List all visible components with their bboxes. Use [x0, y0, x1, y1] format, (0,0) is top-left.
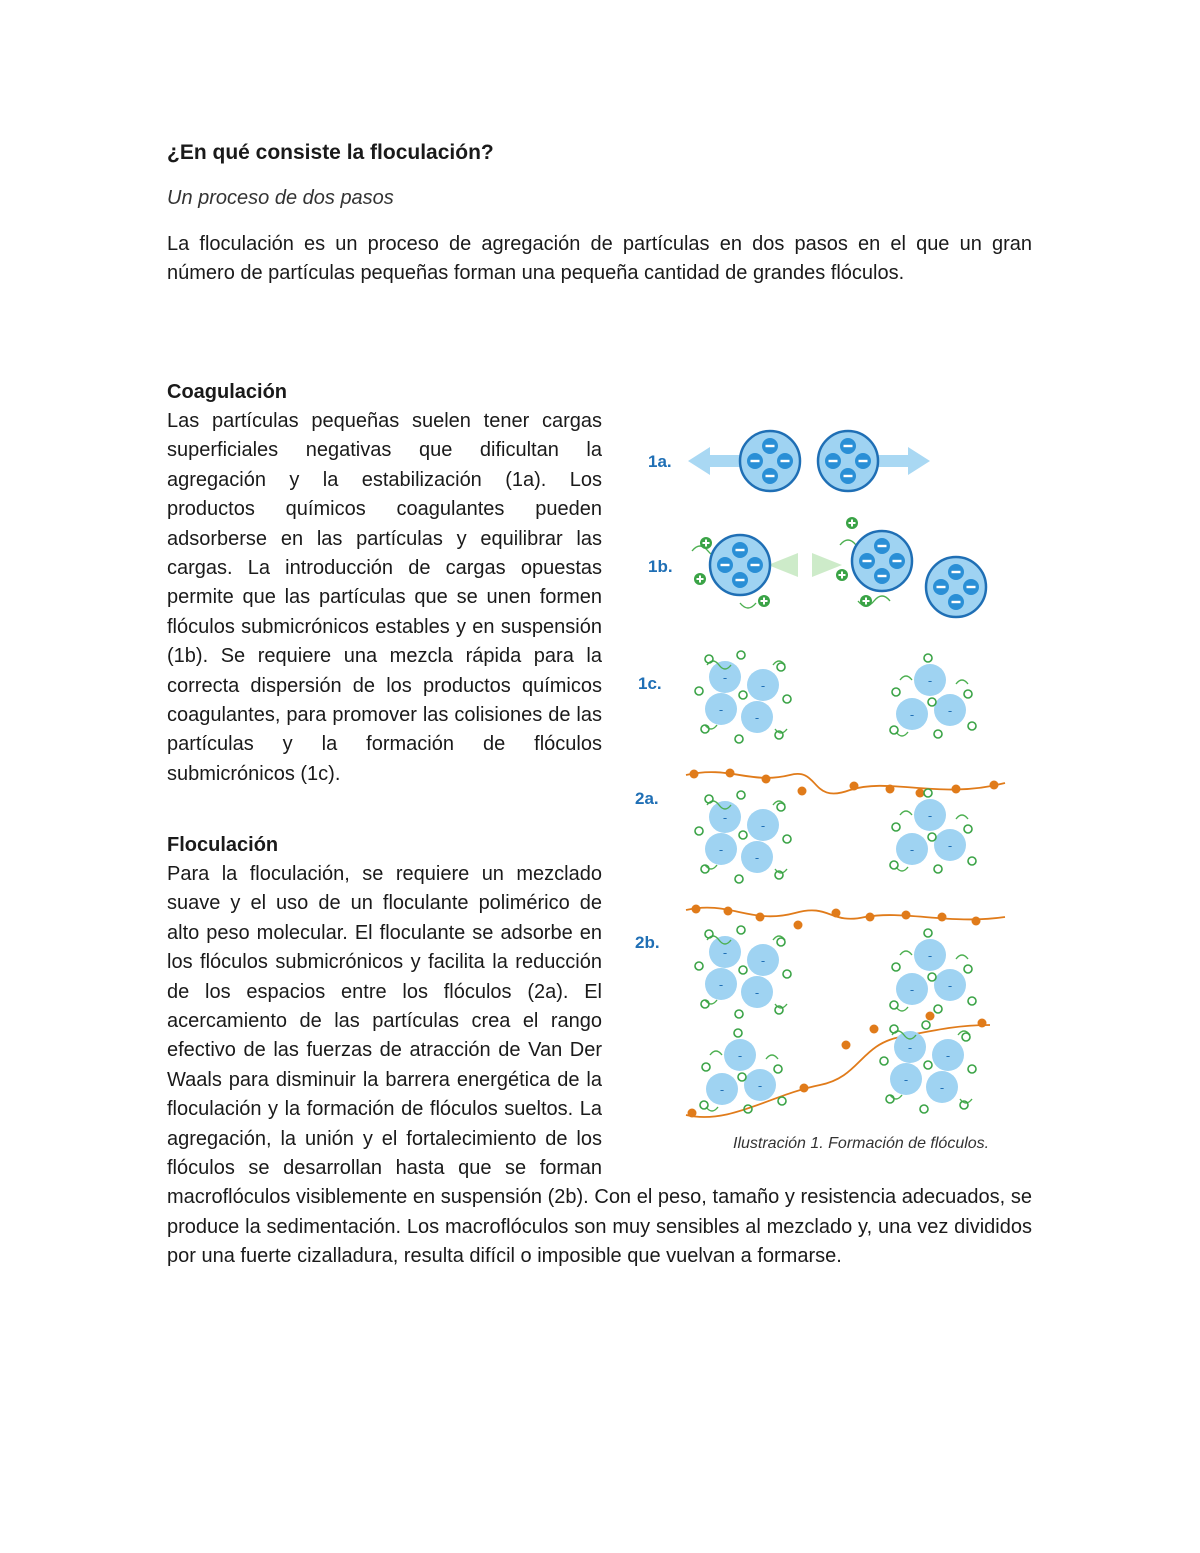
- flocculation-paragraph: Para la floculación, se requiere un mezclado suave y el uso de un floculante polimérico de alto peso molecular. El floculante se adsorbe en los flóculos submicrónicos y facilita la reducción de los espacios entre los flóculos (2a). El acercamiento de las partículas crea el rango efectivo de las fuerzas de atracción de Van Der Waals para disminuir la barrera energética de la floculación y la formación de flóculos sueltos. La agregación, la unión y el fortalecimiento de los flóculos se desarrollan hasta que se forman macroflóculos visiblemente en suspensión (2b). Con el peso, tamaño y resistencia adecuados, se produce la sedimentación. Los macroflóculos son muy sensibles al mezclado y, una vez divididos por una fuerte cizalladura, resulta difícil o imposible que vuelvan a formarse.: [167, 863, 1032, 1268]
- coagulation-heading: Coagulación: [167, 381, 288, 403]
- stage-1c-diagram: [695, 651, 976, 743]
- figure-caption: Ilustración 1. Formación de flóculos.: [733, 1135, 990, 1152]
- coagulation-paragraph: Las partículas pequeñas suelen tener cargas superficiales negativas que dificultan la agregación y la estabilización (1a). Los productos químicos coagulantes pueden adsorberse en las partículas y equilibrar las cargas. La introducción de cargas opuestas permite que las partículas que se unen formen flóculos submicrónicos estables y en suspensión (1b). Se requiere una mezcla rápida para la correcta dispersión de los productos químicos coagulantes, para promover las colisiones de las partículas y la formación de flóculos submicrónicos (1c).: [167, 410, 602, 785]
- flocculation-heading: Floculación: [167, 834, 279, 856]
- page-subtitle: Un proceso de dos pasos: [167, 187, 394, 209]
- label-1c: 1c.: [638, 674, 662, 693]
- label-1a: 1a.: [648, 452, 672, 471]
- stage-1a-diagram: [688, 431, 930, 491]
- flocculation-illustration: - 1a. 1b. 1c. 2a. 2b.: [620, 405, 1040, 1155]
- label-2b: 2b.: [635, 933, 660, 952]
- label-2a: 2a.: [635, 789, 659, 808]
- intro-paragraph: La floculación es un proceso de agregación de partículas en dos pasos en el que un gran número de partículas pequeñas forman una pequeña cantidad de grandes flóculos.: [167, 233, 1032, 284]
- stage-2a-diagram: [686, 769, 1005, 884]
- stage-2b-diagram: [686, 905, 1005, 1118]
- stage-1b-diagram: [692, 517, 986, 617]
- page-title: ¿En qué consiste la floculación?: [167, 141, 494, 164]
- label-1b: 1b.: [648, 557, 673, 576]
